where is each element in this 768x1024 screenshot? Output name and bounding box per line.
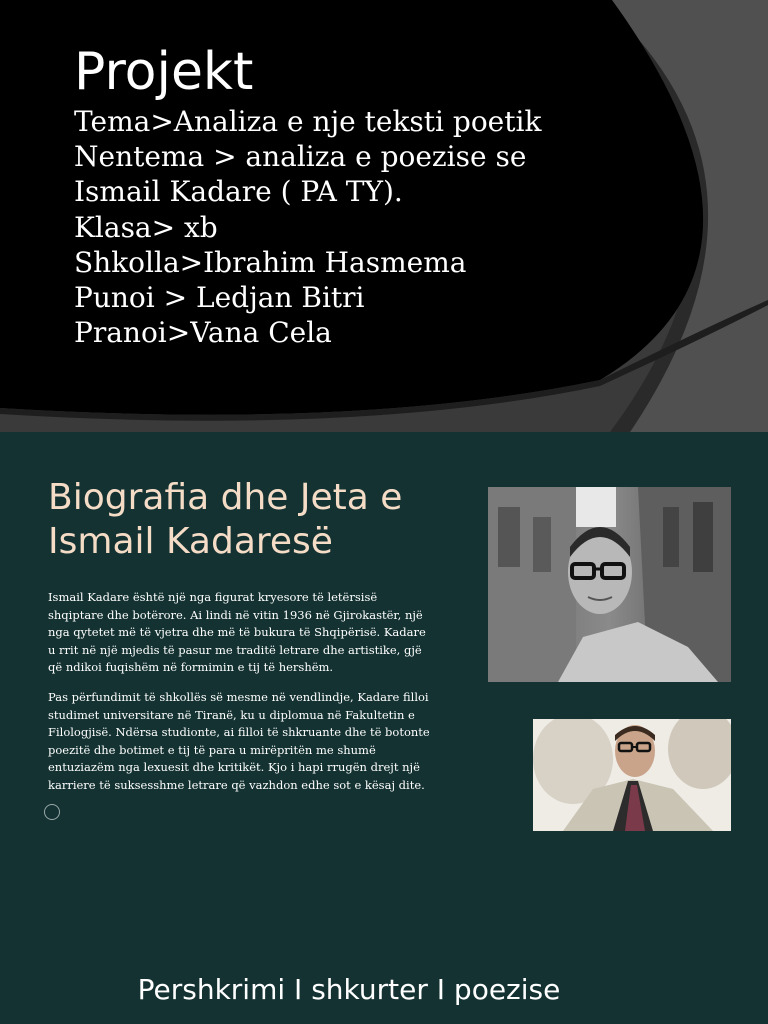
info-line-tema: Tema>Analiza e nje teksti poetik — [74, 105, 542, 138]
poem-description-title: Pershkrimi I shkurter I poezise — [137, 973, 561, 1006]
info-line-pranoi: Pranoi>Vana Cela — [74, 316, 332, 350]
biography-title-line1: Biografia dhe Jeta e — [48, 477, 403, 518]
info-line-nentema: Nentema > analiza e poezise se — [74, 140, 527, 174]
slide-title: Projekt — [74, 42, 254, 102]
info-line-poem: Ismail Kadare ( PA TY). — [74, 175, 403, 209]
placeholder-circle-icon — [44, 804, 60, 820]
project-info — [74, 104, 694, 350]
slide-project-title — [0, 0, 768, 432]
author-photo-portrait — [533, 719, 731, 831]
biography-paragraph-2: Pas përfundimit të shkollës së mesme në vendlindje, Kadare filloi studimet universitare në Tiranë, ku u diplomua në Fakultetin e Filologjisë. Ndërsa studionte, ai filloi të shkruante dhe të botonte poezitë dhe botimet e tij të para u mirëpritën me shumë entuziazëm nga lexuesit dhe kritikët. Kjo i hapi rrugën drejt një karriere të suksesshme letrare që vazhdon edhe sot e kësaj dite. — [48, 690, 430, 792]
author-photo-street — [488, 487, 731, 682]
info-line-punoi: Punoi > Ledjan Bitri — [74, 281, 365, 315]
biography-title — [48, 476, 468, 564]
biography-paragraph-1: Ismail Kadare është një nga figurat kryesore të letërsisë shqiptare dhe botërore. Ai lindi në vitin 1936 në Gjirokastër, një nga qytetet më të vjetra dhe më të bukura të Shqipërisë. Kadare u rrit në një mjedis të pasur me traditë letrare dhe artistike, gjë që ndikoi fuqishëm në formimin e tij të hershëm. — [48, 590, 426, 675]
info-line-shkolla: Shkolla>Ibrahim Hasmema — [74, 245, 467, 279]
biography-title-line2: Ismail Kadaresë — [48, 521, 333, 562]
info-line-klasa: Klasa> xb — [74, 210, 218, 244]
slide-biography — [0, 432, 768, 1024]
